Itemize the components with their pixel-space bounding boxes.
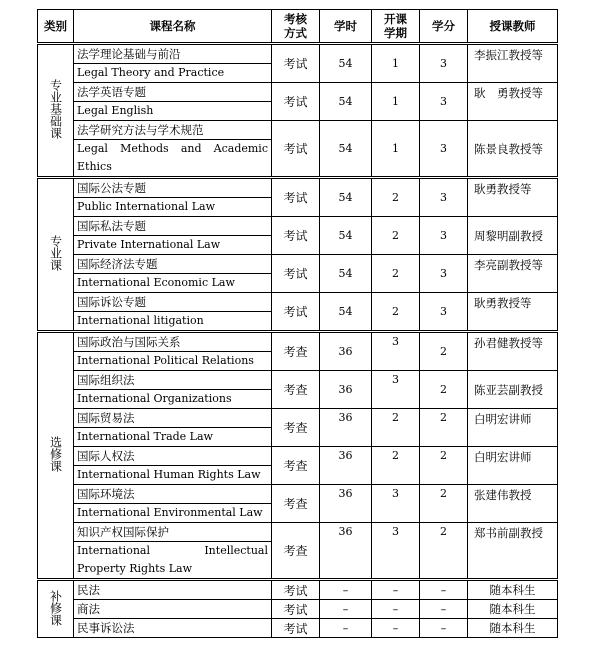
semester: 2 [372,447,420,485]
course-name-en: International Environmental Law [74,504,272,523]
table-row [38,178,558,198]
course-name-cn: 国际公法专题 [74,178,272,198]
semester: 3 [372,523,420,580]
credits: 3 [420,178,468,217]
course-name-cn: 知识产权国际保护 [74,523,272,542]
credits: 3 [420,83,468,121]
teacher: 陈景良教授等 [468,121,558,178]
hours: 54 [320,83,372,121]
course-name-cn: 民事诉讼法 [74,619,272,638]
exam-mode: 考试 [272,619,320,638]
semester: 1 [372,44,420,83]
teacher: 耿勇教授等 [468,293,558,332]
course-table [37,9,558,638]
table-row [38,409,558,428]
credits: – [420,580,468,600]
semester: 2 [372,255,420,293]
hours: 36 [320,447,372,485]
table-row [38,293,558,312]
table-row [38,523,558,542]
semester: 3 [372,371,420,409]
exam-mode: 考查 [272,485,320,523]
credits: 2 [420,523,468,580]
exam-mode: 考试 [272,44,320,83]
course-name-cn: 国际诉讼专题 [74,293,272,312]
hours: 54 [320,178,372,217]
teacher: 耿 勇教授等 [468,83,558,121]
hours: – [320,600,372,619]
exam-mode: 考查 [272,447,320,485]
course-name-en: International Human Rights Law [74,466,272,485]
hours: 36 [320,485,372,523]
category-label: 专业基础课 [48,79,63,139]
exam-mode: 考试 [272,600,320,619]
course-name-cn: 国际政治与国际关系 [74,332,272,352]
course-name-en: Public International Law [74,198,272,217]
category-cell [38,332,74,580]
exam-mode: 考试 [272,121,320,178]
table-row [38,580,558,600]
course-name-en: International Trade Law [74,428,272,447]
course-name-en: International Political Relations [74,352,272,371]
semester: 2 [372,409,420,447]
teacher: 白明宏讲师 [468,447,558,485]
course-name-en: Legal English [74,102,272,121]
teacher: 孙君健教授等 [468,332,558,371]
table-row [38,447,558,466]
credits: 3 [420,293,468,332]
table-row [38,255,558,274]
course-name-cn: 法学研究方法与学术规范 [74,121,272,140]
table-row [38,217,558,236]
hours: 54 [320,121,372,178]
teacher: 白明宏讲师 [468,409,558,447]
course-name-en: International Economic Law [74,274,272,293]
semester: 3 [372,332,420,371]
category-label: 专业课 [48,235,63,271]
credits: 3 [420,44,468,83]
teacher: 随本科生 [468,600,558,619]
exam-mode: 考查 [272,409,320,447]
exam-mode: 考试 [272,255,320,293]
course-name-cn: 法学理论基础与前沿 [74,44,272,64]
hours: 54 [320,255,372,293]
course-name-cn: 国际组织法 [74,371,272,390]
semester: 1 [372,121,420,178]
credits: 2 [420,447,468,485]
teacher: 随本科生 [468,619,558,638]
course-name-en: Legal Theory and Practice [74,64,272,83]
header-category: 类别 [38,10,74,44]
course-name-cn: 国际环境法 [74,485,272,504]
hours: 36 [320,409,372,447]
teacher: 郑书前副教授 [468,523,558,580]
semester: – [372,600,420,619]
category-label: 补修课 [48,589,63,626]
semester: 2 [372,178,420,217]
teacher: 耿勇教授等 [468,178,558,217]
course-name-en: International Intellectual Property Rights Law [74,542,272,580]
hours: – [320,619,372,638]
semester: 2 [372,293,420,332]
header-hours: 学时 [320,10,372,44]
header-teacher: 授课教师 [468,10,558,44]
header-exam-mode: 考核方式 [272,10,320,44]
credits: – [420,619,468,638]
course-name-en: Private International Law [74,236,272,255]
category-cell [38,580,74,638]
hours: 36 [320,371,372,409]
semester: 1 [372,83,420,121]
course-name-cn: 法学英语专题 [74,83,272,102]
teacher: 张建伟教授 [468,485,558,523]
credits: 2 [420,409,468,447]
credits: – [420,600,468,619]
hours: 36 [320,332,372,371]
table-row [38,485,558,504]
header-course-name: 课程名称 [74,10,272,44]
exam-mode: 考试 [272,217,320,255]
hours: 54 [320,217,372,255]
exam-mode: 考试 [272,293,320,332]
teacher: 随本科生 [468,580,558,600]
course-name-cn: 国际私法专题 [74,217,272,236]
teacher: 陈亚芸副教授 [468,371,558,409]
exam-mode: 考查 [272,371,320,409]
table-row [38,371,558,390]
course-name-en: International litigation [74,312,272,332]
table-row [38,44,558,64]
course-name-cn: 国际贸易法 [74,409,272,428]
table-row [38,619,558,638]
hours: 36 [320,523,372,580]
category-label: 选修课 [48,436,63,472]
hours: 54 [320,44,372,83]
course-name-cn: 国际人权法 [74,447,272,466]
credits: 3 [420,217,468,255]
header-credits: 学分 [420,10,468,44]
header-row [38,10,558,44]
hours: 54 [320,293,372,332]
exam-mode: 考试 [272,83,320,121]
teacher: 李振江教授等 [468,44,558,83]
semester: – [372,580,420,600]
category-cell [38,178,74,332]
teacher: 周黎明副教授 [468,217,558,255]
table-row [38,600,558,619]
category-cell [38,44,74,178]
credits: 3 [420,255,468,293]
hours: – [320,580,372,600]
table-row [38,121,558,140]
course-name-en: Legal Methods and Academic Ethics [74,140,272,178]
semester: 3 [372,485,420,523]
course-name-cn: 民法 [74,580,272,600]
credits: 2 [420,485,468,523]
exam-mode: 考查 [272,332,320,371]
credits: 2 [420,371,468,409]
course-name-en: International Organizations [74,390,272,409]
table-row [38,83,558,102]
course-name-cn: 国际经济法专题 [74,255,272,274]
semester: 2 [372,217,420,255]
header-semester: 开课学期 [372,10,420,44]
credits: 3 [420,121,468,178]
exam-mode: 考查 [272,523,320,580]
exam-mode: 考试 [272,178,320,217]
table-row [38,332,558,352]
credits: 2 [420,332,468,371]
course-name-cn: 商法 [74,600,272,619]
teacher: 李亮副教授等 [468,255,558,293]
semester: – [372,619,420,638]
exam-mode: 考试 [272,580,320,600]
